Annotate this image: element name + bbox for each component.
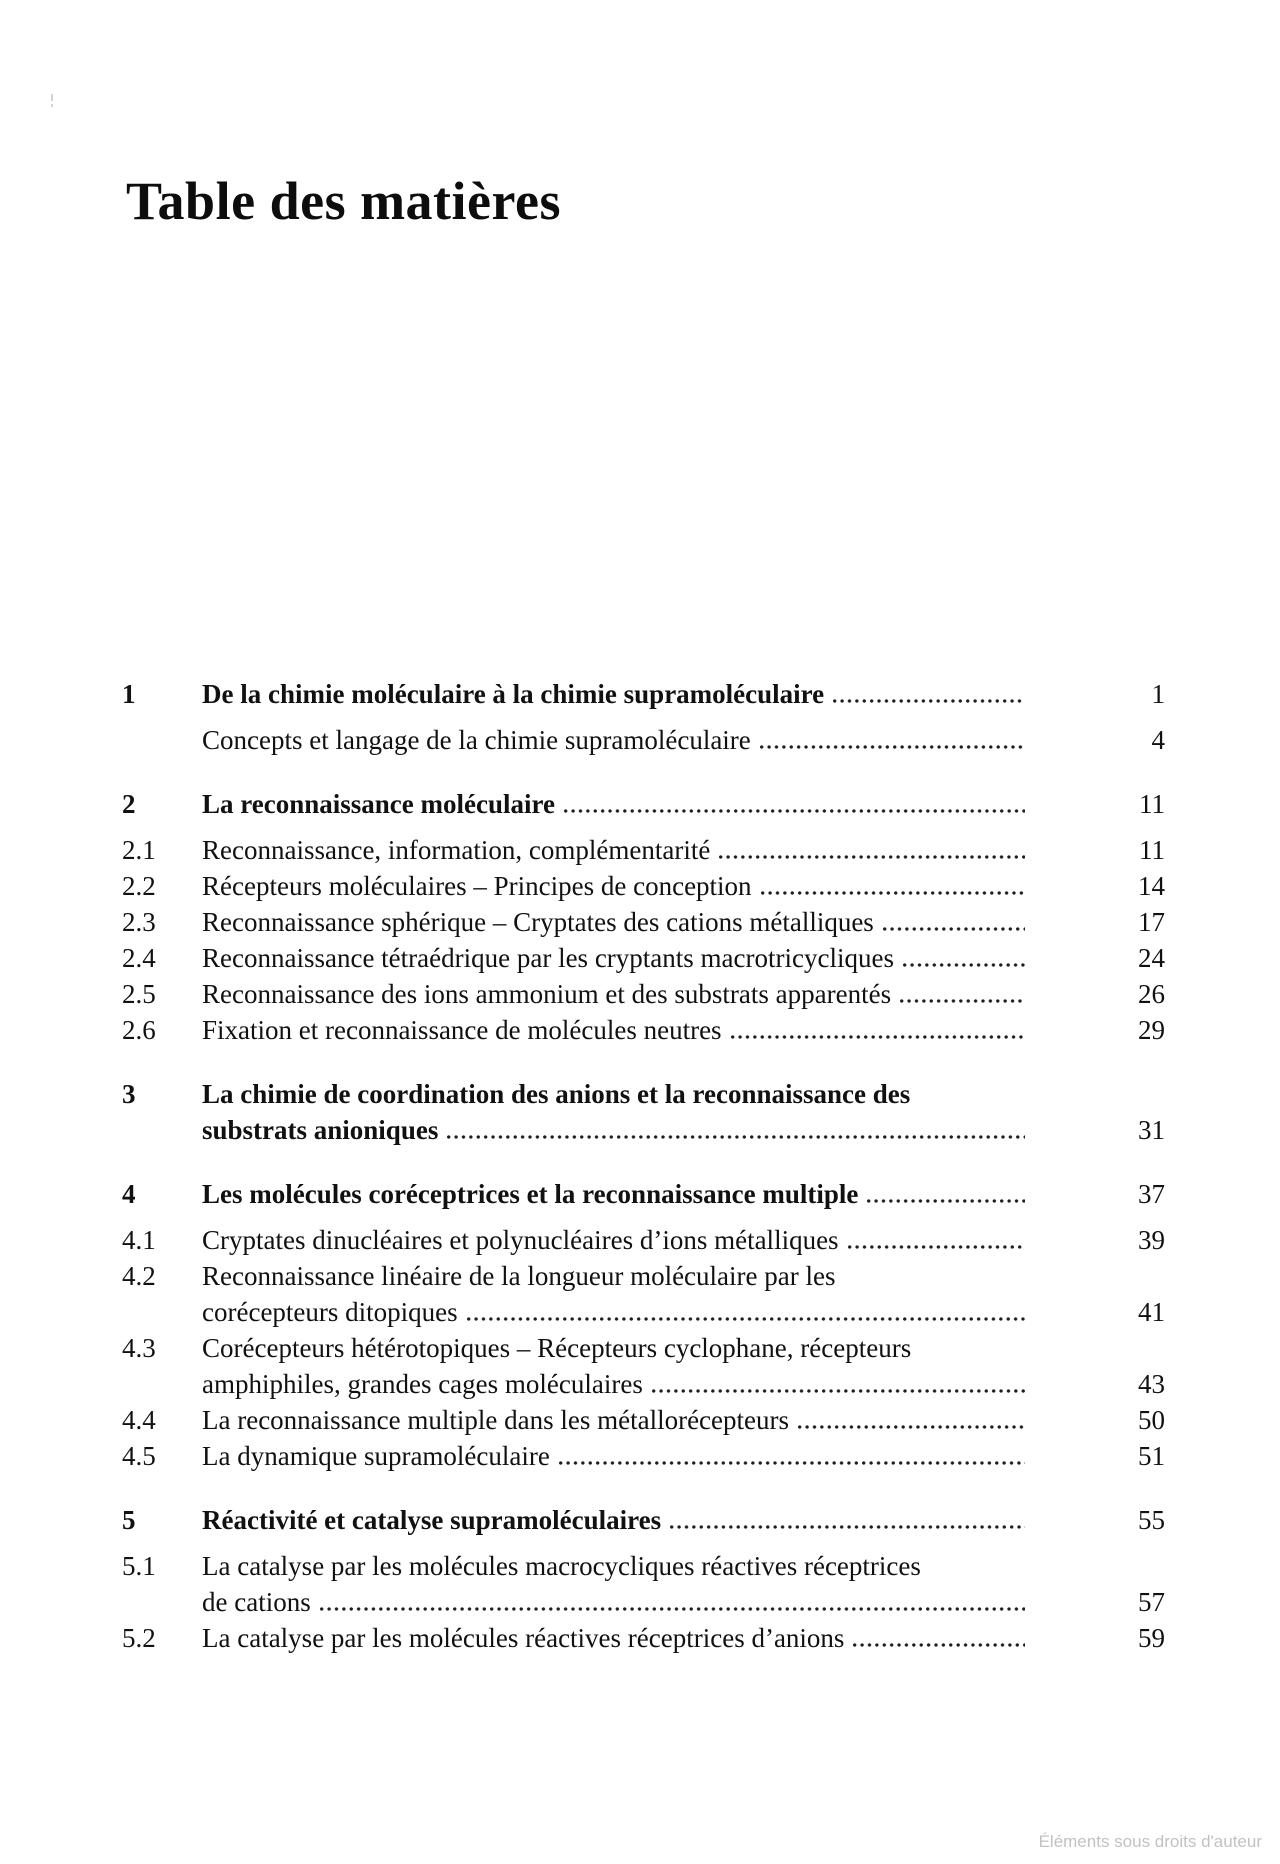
toc-entry-line [122, 1222, 1165, 1258]
toc-entry-page: 51 [1138, 1441, 1165, 1471]
dot-leader [557, 1460, 1025, 1466]
toc-sub-entry [122, 976, 1165, 1012]
dot-leader [717, 854, 1025, 860]
toc-entry-line [122, 1502, 1165, 1538]
toc-entry-page: 29 [1138, 1015, 1165, 1045]
toc-entry-title: Reconnaissance linéaire de la longueur moléculaire par les [202, 1261, 836, 1291]
toc-entry-page: 55 [1138, 1505, 1165, 1535]
toc-entry-title: Cryptates dinucléaires et polynucléaires d’ions métalliques [202, 1225, 839, 1255]
toc-entry-line [122, 904, 1165, 940]
toc-entry-title: Corécepteurs hétérotopiques – Récepteurs cyclophane, récepteurs [202, 1333, 912, 1363]
toc-entry-title: La catalyse par les molécules macrocycliques réactives réceptrices [202, 1551, 921, 1581]
dot-leader [759, 890, 1025, 896]
toc-entry-title: Les molécules coréceptrices et la reconnaissance multiple [202, 1179, 859, 1209]
toc-entry-page: 4 [1151, 725, 1165, 755]
toc-entry-number: 4.5 [122, 1441, 156, 1471]
scan-artifact-bar [51, 94, 53, 101]
toc-entry-page: 17 [1138, 907, 1165, 937]
toc-section-entry [122, 676, 1165, 712]
toc-entry-page: 26 [1138, 979, 1165, 1009]
toc-sub-entry [122, 904, 1165, 940]
toc-entry-number: 2.5 [122, 979, 156, 1009]
toc-sub-entry [122, 1330, 1165, 1402]
toc-entry-number: 5 [122, 1505, 136, 1535]
toc-entry-title: Reconnaissance tétraédrique par les cryptants macrotricycliques [202, 943, 894, 973]
toc-entry-title: corécepteurs ditopiques [202, 1297, 458, 1327]
toc-entry-page: 43 [1138, 1369, 1165, 1399]
toc-entry-line [122, 1112, 1165, 1148]
toc-entry-number: 4 [122, 1179, 136, 1209]
toc-entry-line [122, 786, 1165, 822]
toc-entry-page: 11 [1139, 835, 1165, 865]
toc-sub-entry [122, 832, 1165, 868]
dot-leader [729, 1034, 1025, 1040]
toc-entry-line [122, 868, 1165, 904]
toc-sub-entry [122, 1402, 1165, 1438]
toc-entry-number: 4.3 [122, 1333, 156, 1363]
dot-leader [901, 962, 1025, 968]
toc-section-entry [122, 1502, 1165, 1538]
toc-entry-title: Récepteurs moléculaires – Principes de conception [202, 871, 752, 901]
toc-sub-entry [122, 1012, 1165, 1048]
dot-leader [898, 998, 1025, 1004]
toc-entry-page: 11 [1139, 789, 1165, 819]
toc-entry-title: De la chimie moléculaire à la chimie supramoléculaire [202, 679, 825, 709]
toc-entry-title: de cations [202, 1587, 311, 1617]
toc-entry-line [122, 1294, 1165, 1330]
toc-entry-number: 2.6 [122, 1015, 156, 1045]
dot-leader [758, 744, 1025, 750]
page-title: Table des matières [126, 171, 561, 231]
dot-leader [865, 1198, 1025, 1204]
toc-entry-number: 2 [122, 789, 136, 819]
toc-entry-line [122, 1330, 1165, 1366]
toc-entry-title: substrats anioniques [202, 1115, 439, 1145]
toc-entry-page: 24 [1138, 943, 1165, 973]
toc-entry-line [122, 940, 1165, 976]
toc-entry-page: 37 [1138, 1179, 1165, 1209]
toc-entry-line [122, 1012, 1165, 1048]
toc-entry-number: 5.1 [122, 1551, 156, 1581]
copyright-notice: Éléments sous droits d'auteur [1038, 1832, 1262, 1851]
toc-entry-title: Reconnaissance sphérique – Cryptates des cations métalliques [202, 907, 874, 937]
toc-entry-number: 4.4 [122, 1405, 156, 1435]
dot-leader [796, 1424, 1025, 1430]
toc-section-entry [122, 1176, 1165, 1212]
toc-entry-line [122, 976, 1165, 1012]
toc-entry-line [122, 1584, 1165, 1620]
toc-entry-number: 2.4 [122, 943, 156, 973]
toc-entry-page: 14 [1138, 871, 1165, 901]
toc-entry-title: Réactivité et catalyse supramoléculaires [202, 1505, 662, 1535]
toc-entry-line [122, 1438, 1165, 1474]
dot-leader [562, 808, 1025, 814]
dot-leader [445, 1134, 1025, 1140]
toc-entry-number: 2.3 [122, 907, 156, 937]
toc-entry-line [122, 676, 1165, 712]
toc-entry-title: La catalyse par les molécules réactives réceptrices d’anions [202, 1623, 845, 1653]
dot-leader [318, 1606, 1025, 1612]
toc-sub-entry [122, 1548, 1165, 1620]
toc-entry-title: La reconnaissance multiple dans les métallorécepteurs [202, 1405, 790, 1435]
toc-section-entry [122, 1076, 1165, 1148]
scan-artifact-mark [51, 94, 54, 108]
toc-entry-number: 2.1 [122, 835, 156, 865]
dot-leader [831, 698, 1025, 704]
toc-entry-number: 1 [122, 679, 136, 709]
toc-entry-line [122, 722, 1165, 758]
toc-entry-number: 3 [122, 1079, 136, 1109]
dot-leader [881, 926, 1025, 932]
toc-entry-line [122, 832, 1165, 868]
toc-entry-line [122, 1620, 1165, 1656]
toc-entry-page: 1 [1151, 679, 1165, 709]
toc-entry-line [122, 1366, 1165, 1402]
toc-section-entry [122, 786, 1165, 822]
toc-entry-number: 2.2 [122, 871, 156, 901]
toc-entry-line [122, 1176, 1165, 1212]
toc-entry-title: Reconnaissance des ions ammonium et des substrats apparentés [202, 979, 892, 1009]
toc-sub-entry [122, 1222, 1165, 1258]
toc-entry-title: La dynamique supramoléculaire [202, 1441, 550, 1471]
toc-entry-number: 4.2 [122, 1261, 156, 1291]
toc-entry-line [122, 1258, 1165, 1294]
toc-entry-page: 41 [1138, 1297, 1165, 1327]
toc-entry-number: 5.2 [122, 1623, 156, 1653]
toc-sub-entry [122, 1438, 1165, 1474]
toc-entry-number: 4.1 [122, 1225, 156, 1255]
scan-artifact-bar [51, 104, 53, 107]
dot-leader [650, 1388, 1025, 1394]
toc-entry-title: La chimie de coordination des anions et la reconnaissance des [202, 1079, 911, 1109]
toc-sub-entry [122, 868, 1165, 904]
toc-entry-page: 50 [1138, 1405, 1165, 1435]
toc-entry-title: Fixation et reconnaissance de molécules neutres [202, 1015, 722, 1045]
toc-entry-line [122, 1076, 1165, 1112]
toc-sub-entry [122, 1258, 1165, 1330]
toc-entry-page: 31 [1138, 1115, 1165, 1145]
toc-entry-line [122, 1548, 1165, 1584]
toc-entry-title: La reconnaissance moléculaire [202, 789, 555, 819]
toc-sub-entry [122, 1620, 1165, 1656]
dot-leader [846, 1244, 1025, 1250]
toc-entry-page: 57 [1138, 1587, 1165, 1617]
toc-entry-title: Reconnaissance, information, complémentarité [202, 835, 711, 865]
toc-entry-page: 39 [1138, 1225, 1165, 1255]
toc-sub-entry [122, 722, 1165, 758]
toc-sub-entry [122, 940, 1165, 976]
dot-leader [668, 1524, 1025, 1530]
toc-entry-page: 59 [1138, 1623, 1165, 1653]
dot-leader [851, 1642, 1025, 1648]
toc-list [122, 648, 1165, 1656]
toc-entry-title: Concepts et langage de la chimie supramoléculaire [202, 725, 751, 755]
dot-leader [465, 1316, 1025, 1322]
toc-entry-title: amphiphiles, grandes cages moléculaires [202, 1369, 643, 1399]
toc-entry-line [122, 1402, 1165, 1438]
